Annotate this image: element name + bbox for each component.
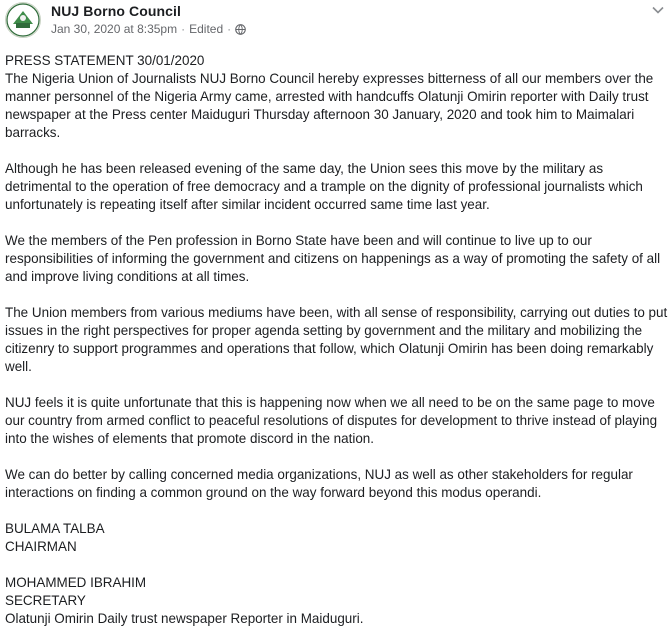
signature-secretary-title: SECRETARY (5, 593, 86, 608)
signature-secretary-name: MOHAMMED IBRAHIM (5, 575, 147, 590)
globe-icon[interactable] (235, 24, 246, 35)
body-paragraph: PRESS STATEMENT 30/01/2020 The Nigeria Union of Journalists NUJ Borno Council hereby expresses bitterness of all our members over the manner personnel of the Nigeria Army came, arrested with handcuffs Olatunji Omirin reporter with Daily trust newspaper at the Press center Maiduguri Thursday afternoon 30 January, 2020 and took him to Maimalari barracks. (5, 53, 654, 140)
body-paragraph: We the members of the Pen profession in Borno State have been and will continue to live up to our responsibilities of informing the government and citizens on happenings as a way of promoting the safety of all and improve living conditions at all times. (5, 233, 661, 284)
post-body (5, 52, 669, 628)
post-meta (51, 22, 246, 36)
nuj-logo-icon (6, 3, 40, 37)
spacer (5, 556, 669, 574)
footer-line: Olatunji Omirin Daily trust newspaper Reporter in Maiduguri. (5, 611, 364, 626)
post-timestamp[interactable]: Jan 30, 2020 at 8:35pm (51, 22, 178, 36)
body-paragraph: We can do better by calling concerned media organizations, NUJ as well as other stakeholders for regular interactions on finding a common ground on the way forward beyond this modus operandi. (5, 467, 633, 500)
avatar[interactable] (5, 2, 41, 38)
signature-chairman-name: BULAMA TALBA (5, 521, 105, 536)
body-paragraph: Although he has been released evening of the same day, the Union sees this move by the military as detrimental to the operation of free democracy and a trample on the dignity of professional journalists which unfortunately is repeating itself after similar incident occurred same time last year. (5, 161, 643, 212)
post-header (0, 0, 672, 46)
meta-separator: · (181, 22, 186, 36)
post-author[interactable]: NUJ Borno Council (51, 3, 182, 19)
meta-separator: · (227, 22, 232, 36)
signature-chairman-title: CHAIRMAN (5, 539, 77, 554)
body-paragraph: NUJ feels it is quite unfortunate that this is happening now when we all need to be on the same page to move our country from armed conflict to peaceful resolutions of disputes for development to thrive instead of playing into the wishes of elements that promote discord in the nation. (5, 395, 658, 446)
edited-label[interactable]: Edited (189, 22, 224, 36)
chevron-down-icon[interactable] (648, 0, 668, 20)
body-paragraph: The Union members from various mediums have been, with all sense of responsibility, carrying out duties to put issues in the right perspectives for proper agenda setting by government and the military and mobilizing the citizenry to support programmes and operations that follow, which Olatunji Omirin has been doing remarkably well. (5, 305, 668, 374)
